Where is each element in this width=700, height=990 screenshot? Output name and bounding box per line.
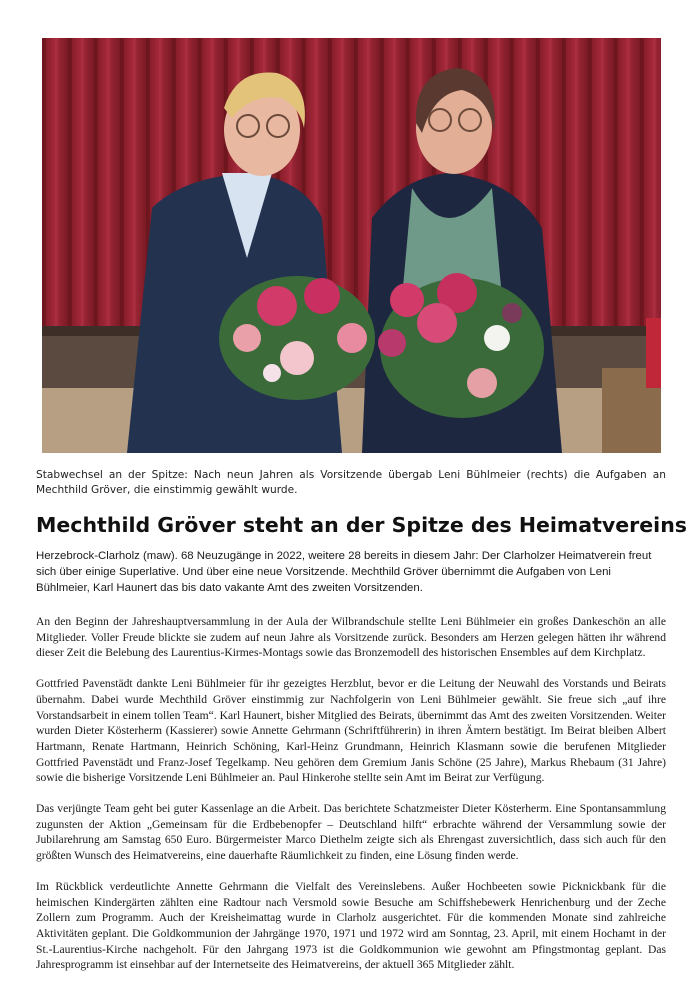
article-lead: Herzebrock-Clarholz (maw). 68 Neuzugänge in 2022, weitere 28 bereits in diesem Jahr: Der Clarholzer Heimatverein freut sich über einige Superlative. Und über eine neue Vorsitzende. Mechthild Gröver übernimmt die Aufgaben von Leni Bühlmeier, Karl Haunert das bis dato vakante Amt des zweiten Vorsitzenden.: [36, 550, 652, 594]
photo-caption: Stabwechsel an der Spitze: Nach neun Jahren als Vorsitzende übergab Leni Bühlmeier (rechts) die Aufgaben an Mechthild Gröver, die einstimmig gewählt wurde.: [36, 469, 666, 496]
red-curtain: [42, 38, 661, 328]
article-body: [36, 614, 666, 988]
article-paragraph: Gottfried Pavenstädt dankte Leni Bühlmeier für ihr gezeigtes Herzblut, bevor er die Leitung der Neuwahl des Vorstands und Beirats übernahm. Dabei wurde Mechthild Gröver einstimmig zur Nachfolgerin von Leni Bühlmeier gewählt. Sie freue sich „auf ihre Vorstandsarbeit in einem tollen Team“. Karl Haunert, bisher Mitglied des Beirats, übernimmt das Amt des zweiten Vorsitzenden. Weiter wurden Dieter Kösterherm (Kassierer) sowie Annette Gehrmann (Schriftführerin) in ihren Ämtern bestätigt. Im Beirat bleiben Albert Hartmann, Renate Hartmann, Heinrich Schöning, Karl-Heinz Grundmann, Heinrich Klasmann sowie die berufenen Mitglieder Gottfried Pavenstädt und Franz-Josef Tegelkamp. Neu gehören dem Gremium Janis Schöne (25 Jahre), Markus Rhebaum (31 Jahre) sowie die bisherige Vorsitzende Leni Bühlmeier an. Paul Hinkerohe stellte sein Amt im Beirat zur Verfügung.: [36, 677, 666, 785]
article-paragraph: Das verjüngte Team geht bei guter Kassenlage an die Arbeit. Das berichtete Schatzmeister Dieter Kösterherm. Eine Spontansammlung zugunsten der Aktion „Gemeinsam für die Erdbebenopfer – Deutschland hilft“ erbrachte während der Versammlung sowie der Jubilarehrung am Samstag 650 Euro. Bürgermeister Marco Diethelm zeigte sich als Ehrengast zuversichtlich, dass sich auch für den größten Wunsch des Heimatvereins, eine dauerhafte Räumlichkeit zu finden, eine Lösung finden werde.: [36, 802, 666, 863]
article-paragraph: Im Rückblick verdeutlichte Annette Gehrmann die Vielfalt des Vereinslebens. Außer Hochbeeten sowie Picknickbank für die heimischen Kindergärten zählten eine Radtour nach Versmold sowie Besuche am Schiffshebewerk Henrichenburg und der Zeche Zollern zum Programm. Auch der Kreisheimattag wurde in Clarholz ausgerichtet. Für die kommenden Monate sind zahlreiche Aktivitäten geplant. Die Goldkommunion der Jahrgänge 1970, 1971 und 1972 wird am Sonntag, 23. April, mit einem Hochamt in der St.-Laurentius-Kirche nachgeholt. Für den Jahrgang 1973 ist die Goldkommunion wie gewohnt am Pfingstmontag geplant. Das Jahresprogramm ist einsehbar auf der Internetseite des Heimatvereins, der aktuell 365 Mitglieder zählt.: [36, 879, 666, 972]
photo-illustration: [42, 38, 661, 453]
bouquet-left: [219, 276, 375, 400]
article-paragraph: An den Beginn der Jahreshauptversammlung in der Aula der Wilbrandschule stellte Leni Bühlmeier ein großes Dankeschön an alle Mitglieder. Voller Freude blickte sie zudem auf neun Jahre als Vorsitzende zurück. Besonders am Herzen gelegen hätten ihr während dieser Zeit die Belebung des Laurentius-Kirmes-Montags sowie das Bronzemodell des historischen Ensembles auf dem Kirchplatz.: [36, 615, 666, 660]
article-photo: [42, 38, 661, 453]
article-headline: Mechthild Gröver steht an der Spitze des Heimatvereins: [36, 513, 688, 537]
